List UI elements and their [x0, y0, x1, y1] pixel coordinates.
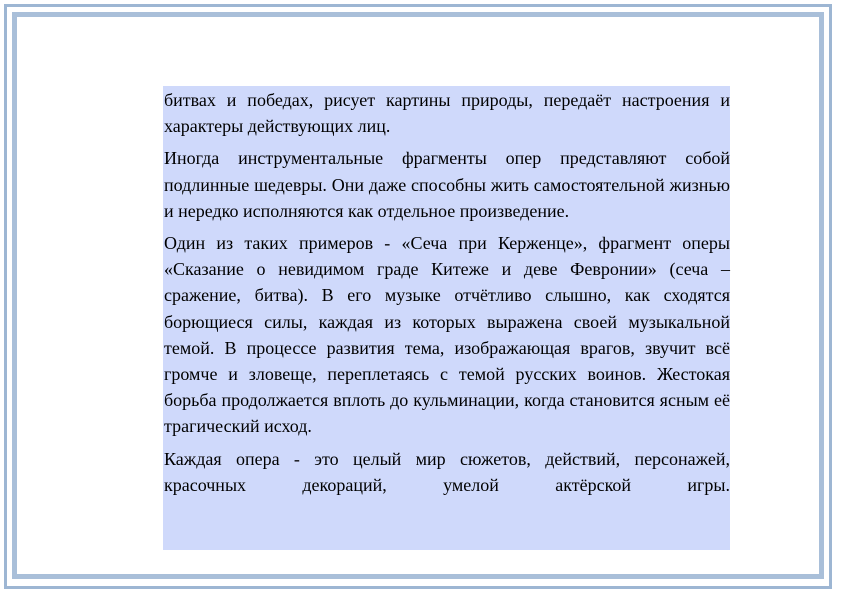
- paragraph-2: Иногда инструментальные фрагменты опер представляют собой подлинные шедевры. Они даже способны жить самостоятельной жизнью и нередко исполняются как отдельное произведение.: [164, 148, 730, 221]
- paragraph-1: битвах и победах, рисует картины природы, передаёт настроения и характеры действующих лиц.: [164, 90, 730, 137]
- paragraph-3: Один из таких примеров - «Сеча при Керженце», фрагмент оперы «Сказание о невидимом граде Китеже и деве Февронии» (сеча – сражение, битва). В его музыке отчётливо слышно, как сходятся борющиеся силы, каждая из которых выражена своей музыкальной темой. В процессе развития тема, изображающая врагов, звучит всё громче и зловеще, переплетаясь с темой русских воинов. Жестокая борьба продолжается вплоть до кульминации, когда становится ясным её трагический исход.: [164, 233, 730, 437]
- paragraph-4: Каждая опера - это целый мир сюжетов, действий, персонажей, красочных декораций, умелой актёрской игры.: [164, 448, 730, 495]
- text-block: [163, 86, 730, 550]
